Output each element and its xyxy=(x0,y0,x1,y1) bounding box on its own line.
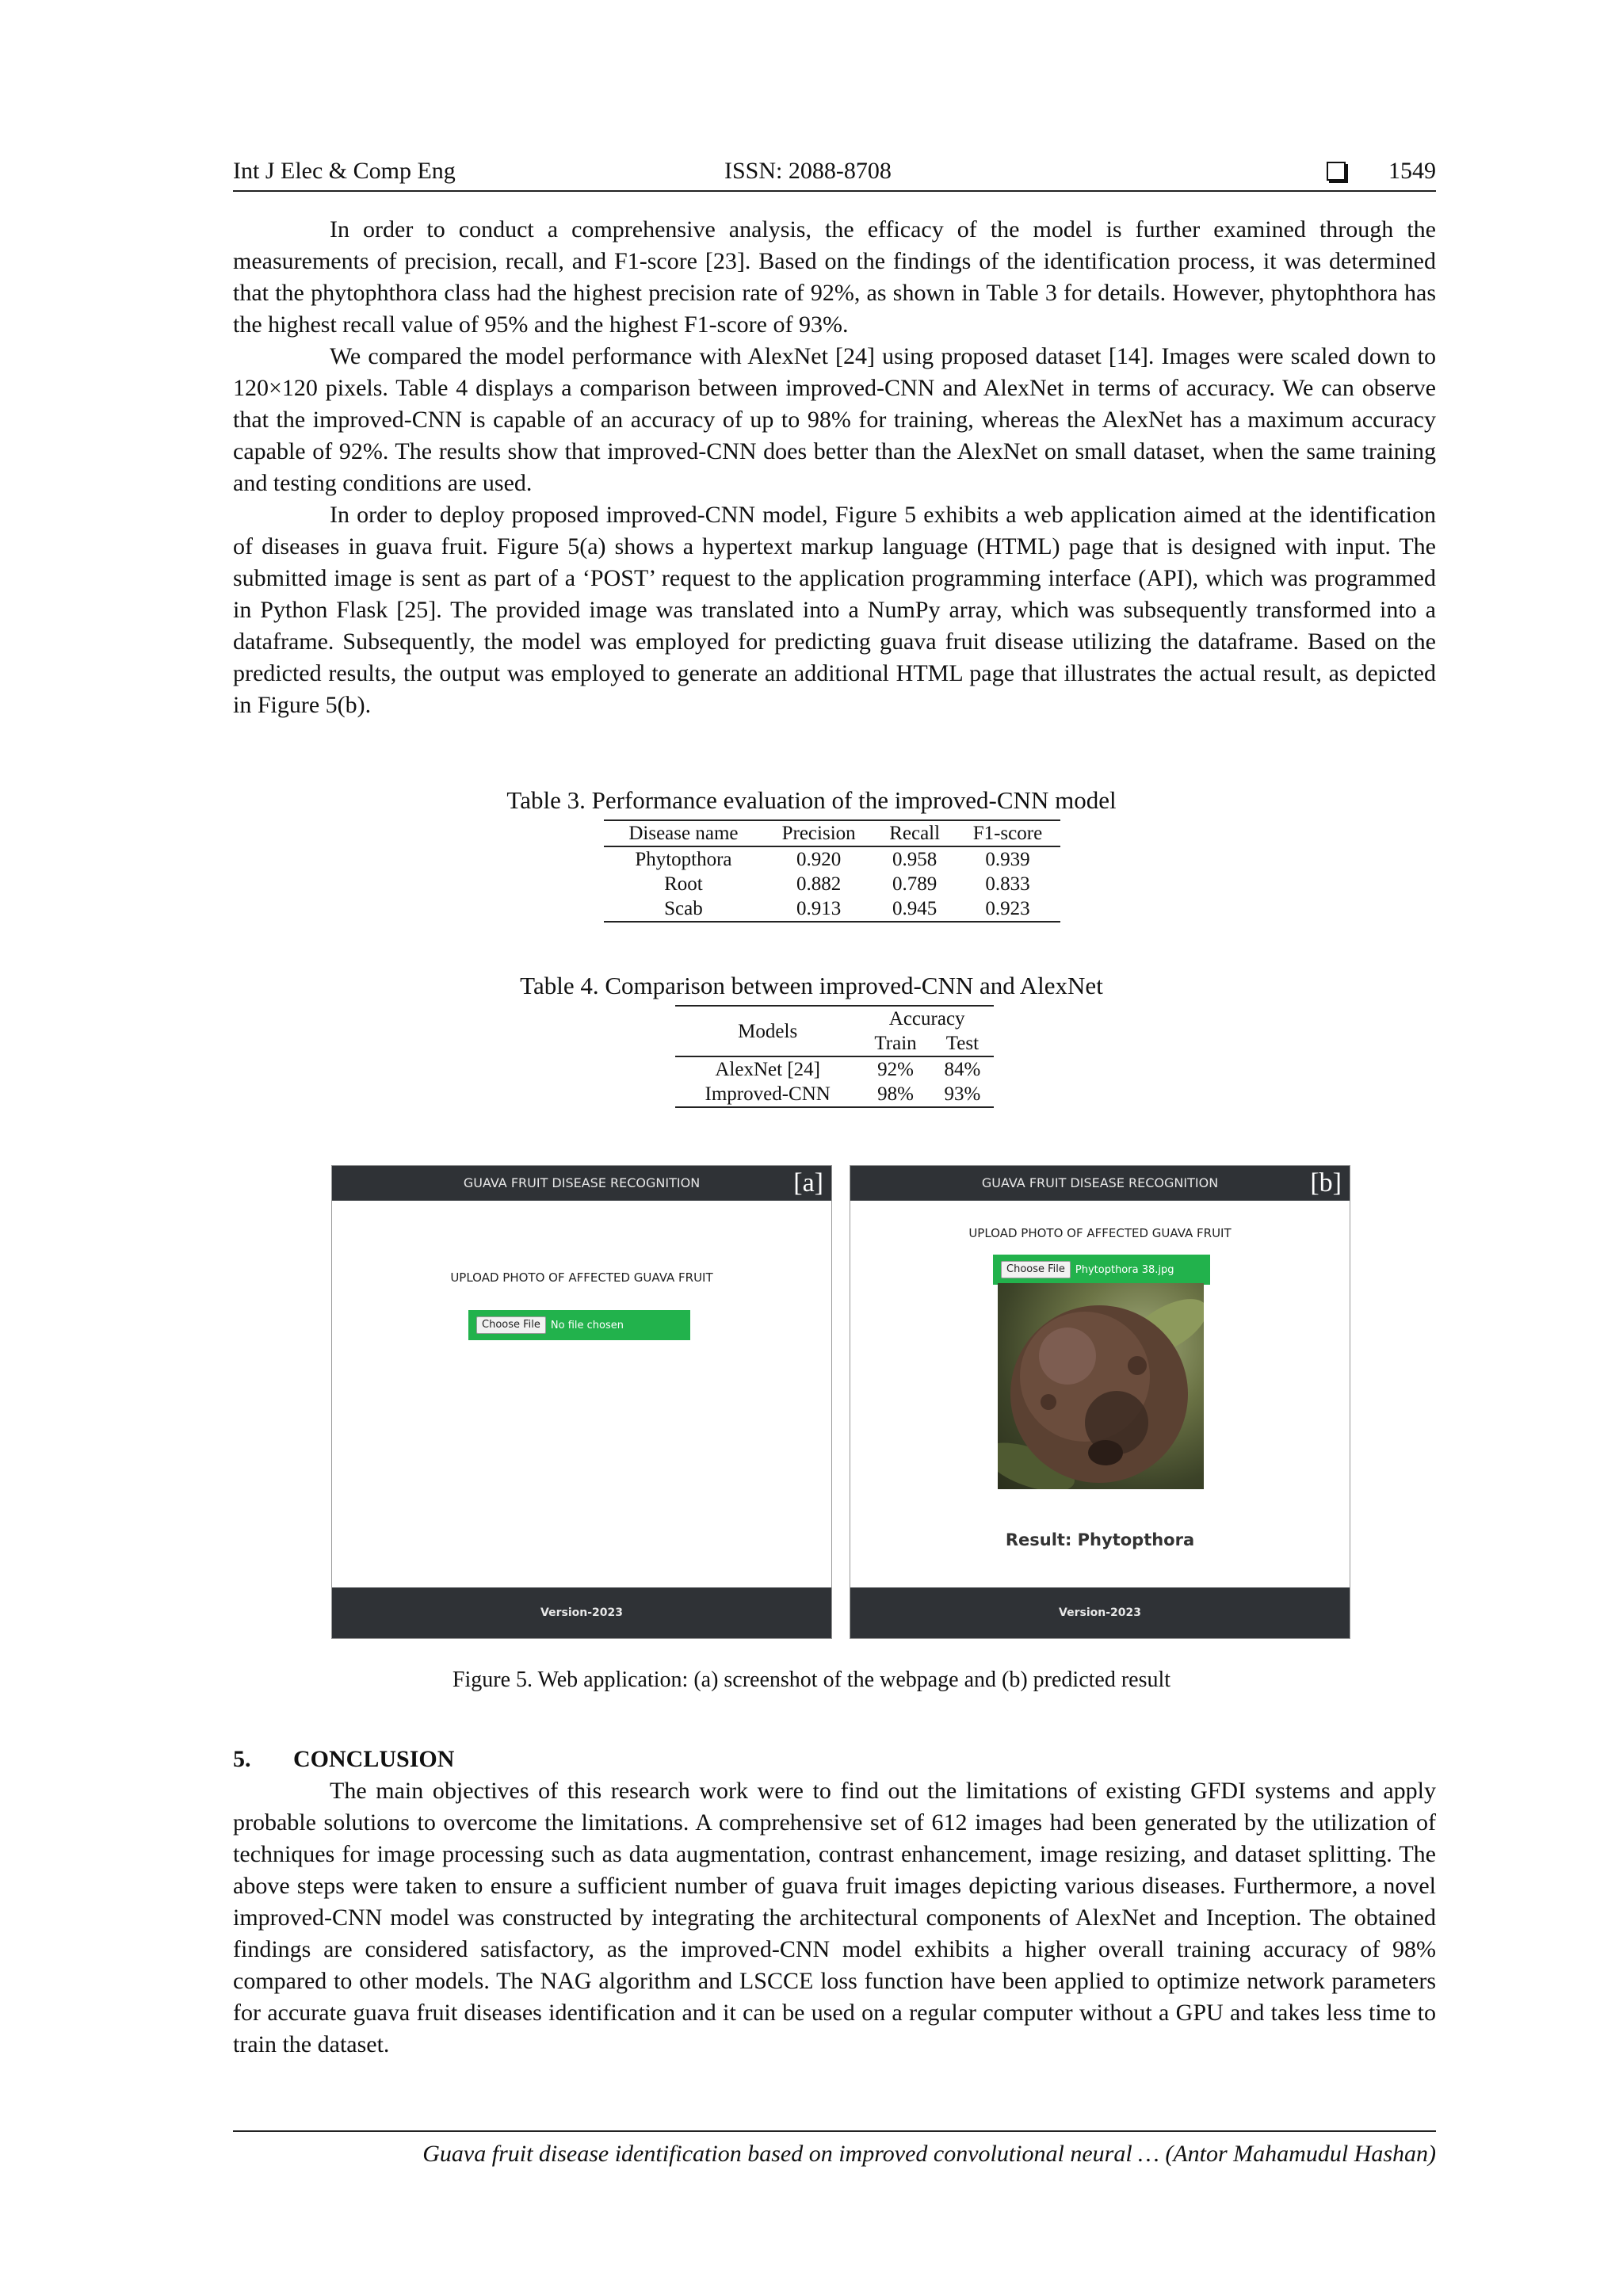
upload-label: UPLOAD PHOTO OF AFFECTED GUAVA FRUIT xyxy=(450,1270,713,1285)
table-cell: 0.833 xyxy=(985,873,1030,895)
choose-file-button[interactable]: Choose File xyxy=(476,1316,546,1334)
panel-tag: [a] xyxy=(793,1168,823,1198)
table-cell: 0.913 xyxy=(763,896,875,922)
table-cell: Phytopthora xyxy=(635,849,732,870)
version-label: Version-2023 xyxy=(540,1606,623,1619)
figure5-panel-a xyxy=(331,1165,832,1639)
panel-tag: [b] xyxy=(1310,1168,1342,1198)
page-number: 1549 xyxy=(1388,158,1436,184)
journal-name: Int J Elec & Comp Eng xyxy=(233,158,456,184)
square-bullet-icon xyxy=(1327,162,1346,181)
table-header-row xyxy=(604,820,1060,846)
table-cell: 0.882 xyxy=(796,873,842,895)
table-header: Recall xyxy=(874,820,954,846)
paragraph-2: We compared the model performance with AlexNet [24] using proposed dataset [14]. Images were scaled down to 120×120 pixels. Table 4 displays a comparison between improved-CNN and AlexNet in terms of accuracy. We can observe that the improved-CNN is capable of an accuracy of up to 98% for training, whereas the AlexNet has a maximum accuracy capable of 92%. The results show that improved-CNN does better than the AlexNet on small dataset, when the same training and testing conditions are used. xyxy=(233,343,1436,496)
table4 xyxy=(675,1005,994,1108)
table-row xyxy=(604,872,1060,896)
table-header: Disease name xyxy=(604,820,763,846)
table-cell: 93% xyxy=(931,1082,994,1107)
table-cell: 0.945 xyxy=(874,896,954,922)
table-row xyxy=(604,846,1060,872)
paragraph-3: In order to deploy proposed improved-CNN model, Figure 5 exhibits a web application aimed at the identification of diseases in guava fruit. Figure 5(a) shows a hypertext markup language (HTML) page that is designed with input. The submitted image is sent as part of a ‘POST’ request to the application programming interface (API), which was programmed in Python Flask [25]. The provided image was translated into a NumPy array, which was subsequently transformed into a dataframe. Subsequently, the model was employed for predicting guava fruit disease utilizing the dataframe. Based on the predicted results, the output was employed to generate an additional HTML page that illustrates the actual result, as depicted in Figure 5(b). xyxy=(233,502,1436,718)
file-status: No file chosen xyxy=(550,1319,624,1331)
table-header-row xyxy=(675,1006,994,1031)
table3 xyxy=(604,819,1060,923)
table-row xyxy=(675,1056,994,1082)
guava-fruit-image xyxy=(998,1283,1204,1489)
table-header-models: Models xyxy=(675,1006,860,1056)
version-label: Version-2023 xyxy=(1059,1606,1141,1619)
paragraph-1: In order to conduct a comprehensive analysis, the efficacy of the model is further examined through the measurements of precision, recall, and F1-score [23]. Based on the findings of the identification process, it was determined that the phytophthora class had the highest precision rate of 92%, as shown in Table 3 for details. However, phytophthora has the highest recall value of 95% and the highest F1-score of 93%. xyxy=(233,216,1436,338)
running-footer: Guava fruit disease identification based on improved convolutional neural … (Antor Mahamudul Hashan) xyxy=(233,2130,1436,2170)
issn: ISSN: 2088-8708 xyxy=(724,158,892,184)
table-cell: 0.939 xyxy=(985,849,1030,870)
conclusion-body xyxy=(233,1775,1436,2061)
choose-file-button[interactable]: Choose File xyxy=(1001,1261,1071,1278)
file-input[interactable] xyxy=(468,1310,690,1340)
app-title: GUAVA FRUIT DISEASE RECOGNITION xyxy=(981,1175,1219,1190)
figure5-panel-b xyxy=(850,1165,1350,1639)
app-title-bar xyxy=(332,1166,831,1201)
table-header-train: Train xyxy=(860,1031,930,1056)
table-header-accuracy: Accuracy xyxy=(860,1006,994,1031)
section-number: 5. xyxy=(233,1746,251,1772)
table-cell: Improved-CNN xyxy=(675,1082,860,1107)
conclusion-paragraph: The main objectives of this research work were to find out the limitations of existing GFDI systems and apply probable solutions to overcome the limitations. A comprehensive set of 612 images had been generated by the utilization of techniques for image processing such as data augmentation, contrast enhancement, image resizing, and dataset splitting. The above steps were taken to ensure a sufficient number of guava fruit images depicting various diseases. Furthermore, a novel improved-CNN model was constructed by integrating the architectural components of AlexNet and Inception. The obtained findings are considered satisfactory, as the improved-CNN model exhibits a higher overall training accuracy of 98% compared to other models. The NAG algorithm and LSCCE loss function have been applied to optimize network parameters for accurate guava fruit diseases identification and it can be used on a regular computer without a GPU and takes less time to train the dataset. xyxy=(233,1778,1436,2057)
app-title-bar xyxy=(850,1166,1350,1201)
file-input[interactable] xyxy=(993,1255,1210,1285)
table-header-test: Test xyxy=(931,1031,994,1056)
table4-caption: Table 4. Comparison between improved-CNN and AlexNet xyxy=(520,972,1103,999)
guava-fruit-photo xyxy=(998,1283,1204,1489)
section-heading xyxy=(233,1744,454,1775)
upload-label: UPLOAD PHOTO OF AFFECTED GUAVA FRUIT xyxy=(968,1226,1232,1240)
table-cell: 0.789 xyxy=(892,873,938,895)
table-cell: Scab xyxy=(604,896,763,922)
section-title: CONCLUSION xyxy=(293,1746,455,1772)
table-cell: 0.923 xyxy=(955,896,1060,922)
table3-caption: Table 3. Performance evaluation of the improved-CNN model xyxy=(506,786,1117,814)
figure5-caption: Figure 5. Web application: (a) screenshot of the webpage and (b) predicted result xyxy=(452,1668,1171,1692)
prediction-result: Result: Phytopthora xyxy=(1005,1530,1195,1549)
table-cell: 98% xyxy=(860,1082,930,1107)
file-name: Phytopthora 38.jpg xyxy=(1075,1263,1174,1276)
table-row xyxy=(675,1082,994,1107)
table-row xyxy=(604,896,1060,922)
app-footer xyxy=(332,1587,831,1638)
running-header xyxy=(233,155,1436,192)
table-cell: Root xyxy=(664,873,703,895)
app-title: GUAVA FRUIT DISEASE RECOGNITION xyxy=(463,1175,701,1190)
table-header: F1-score xyxy=(955,820,1060,846)
app-footer xyxy=(850,1587,1350,1638)
table-cell: AlexNet [24] xyxy=(715,1059,820,1080)
body-text xyxy=(233,214,1436,721)
table-cell: 84% xyxy=(944,1059,981,1080)
table-header: Precision xyxy=(763,820,875,846)
table-cell: 0.958 xyxy=(892,849,938,870)
table-cell: 0.920 xyxy=(796,849,842,870)
table-cell: 92% xyxy=(877,1059,914,1080)
